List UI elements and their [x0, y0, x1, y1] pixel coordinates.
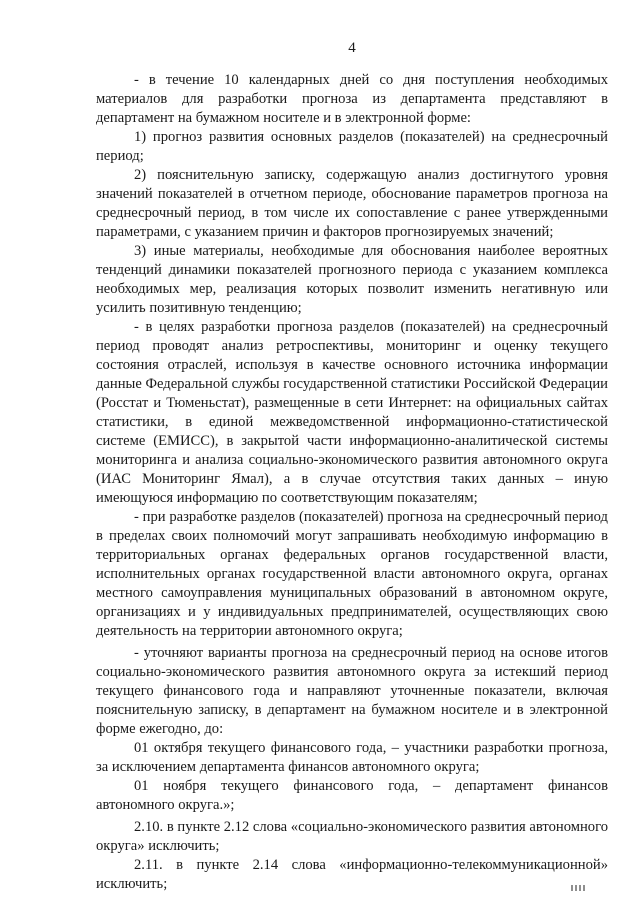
scan-mark: [571, 885, 587, 891]
paragraph-item-2: 2) пояснительную записку, содержащую анализ достигнутого уровня значений показателей в отчетном периоде, обоснование параметров прогноза на среднесрочный период, в том числе их сопоставление с ранее утвержденными параметрами, с указанием причин и факторов прогнозируемых значений;: [96, 167, 608, 240]
paragraph-item-3: 3) иные материалы, необходимые для обоснования наиболее вероятных тенденций динамики показателей прогнозного периода с указанием комплекса необходимых мер, реализация которых позволит изменить негативную или усилить позитивную тенденцию;: [96, 243, 608, 316]
paragraph-amendment-2-10: 2.10. в пункте 2.12 слова «социально-экономического развития автономного округа» исключить;: [96, 819, 608, 854]
document-body: [96, 71, 608, 894]
paragraph-deadline-november: 01 ноября текущего финансового года, – департамент финансов автономного округа.»;: [96, 778, 608, 813]
paragraph-deadline-october: 01 октября текущего финансового года, – участники разработки прогноза, за исключением департамента финансов автономного округа;: [96, 740, 608, 775]
paragraph-item-1: 1) прогноз развития основных разделов (показателей) на среднесрочный период;: [96, 129, 608, 164]
paragraph-forecast-refinement: - уточняют варианты прогноза на среднесрочный период на основе итогов социально-экономического развития автономного округа за истекший период текущего финансового года и направляют уточненные показатели, включая пояснительную записку, в департамент на бумажном носителе и в электронной форме ежегодно, до:: [96, 645, 608, 737]
paragraph-analysis: - в целях разработки прогноза разделов (показателей) на среднесрочный период проводят анализ ретроспективы, мониторинг и оценку текущего состояния отраслей, используя в качестве основного источника информации данные Федеральной службы государственной статистики Российской Федерации (Росстат и Тюменьстат), размещенные в сети Интернет: на официальных сайтах статистики, в единой межведомственной информационно-статистической системе (ЕМИСС), в закрытой части информационно-аналитической системы мониторинга и анализа социально-экономического развития автономного округа (ИАС Мониторинг Ямал), а в случае отсутствия таких данных – иную имеющуюся информацию по соответствующим показателям;: [96, 319, 608, 506]
paragraph-submission-deadline: - в течение 10 календарных дней со дня поступления необходимых материалов для разработки прогноза из департамента представляют в департамент на бумажном носителе и в электронной форме:: [96, 72, 608, 126]
paragraph-amendment-2-11: 2.11. в пункте 2.14 слова «информационно-телекоммуникационной» исключить;: [96, 857, 608, 892]
page-number: 4: [348, 40, 356, 56]
paragraph-information-requests: - при разработке разделов (показателей) прогноза на среднесрочный период в пределах своих полномочий могут запрашивать необходимую информацию в территориальных органах федеральных органов государственной власти, исполнительных органах государственной власти автономного округа, органах местного самоуправления муниципальных образований в автономном округе, организациях и у индивидуальных предпринимателей, осуществляющих свою деятельность на территории автономного округа;: [96, 509, 608, 639]
